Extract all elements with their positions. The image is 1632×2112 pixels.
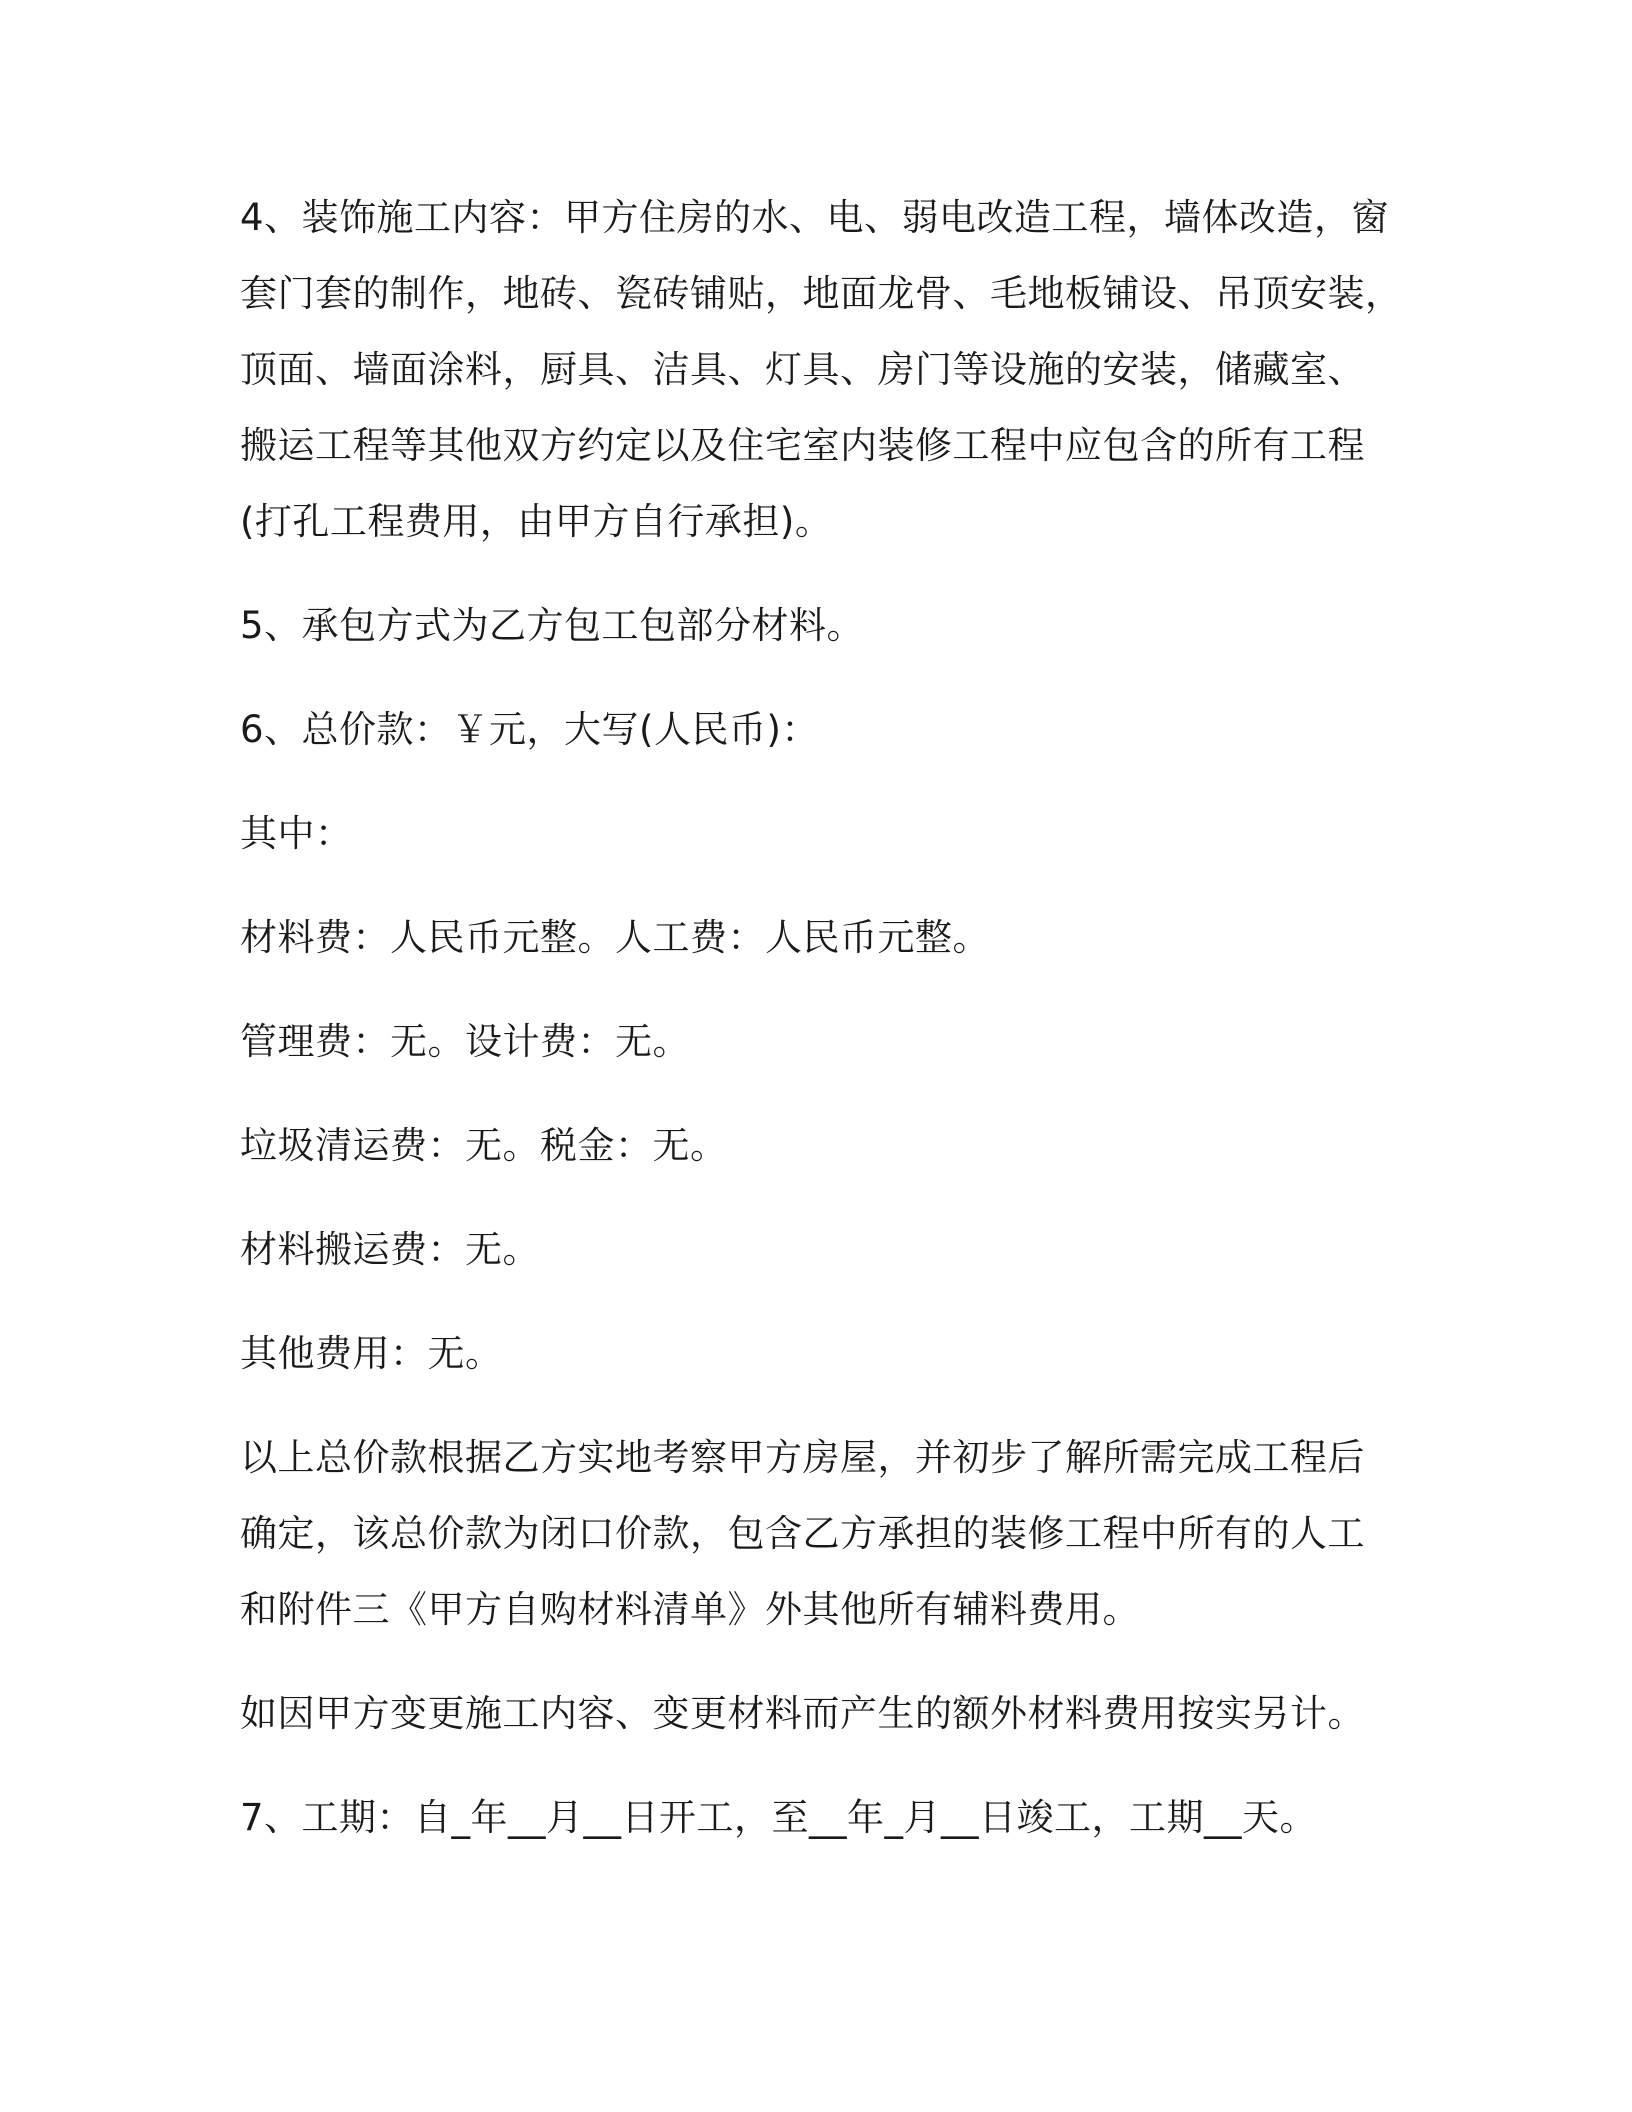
- clause-4-line-1: 4、装饰施工内容：甲方住房的水、电、弱电改造工程，墙体改造，窗: [240, 196, 1390, 239]
- fee-other: 其他费用：无。: [240, 1332, 503, 1375]
- price-basis-line-2: 确定，该总价款为闭口价款，包含乙方承担的装修工程中所有的人工: [240, 1512, 1365, 1555]
- price-basis-line-1: 以上总价款根据乙方实地考察甲方房屋，并初步了解所需完成工程后: [240, 1436, 1365, 1479]
- fee-material-transport: 材料搬运费：无。: [240, 1228, 540, 1271]
- clause-4-line-4: 搬运工程等其他双方约定以及住宅室内装修工程中应包含的所有工程: [240, 424, 1365, 467]
- clause-4-line-5: (打孔工程费用，由甲方自行承担)。: [240, 500, 833, 543]
- clause-4-construction-content: [240, 180, 1403, 560]
- price-breakdown-heading: 其中：: [240, 812, 353, 855]
- clause-4-line-3: 顶面、墙面涂料，厨具、洁具、灯具、房门等设施的安装，储藏室、: [240, 348, 1365, 391]
- price-basis-paragraph: [240, 1420, 1400, 1648]
- clause-7-schedule: 7、工期：自_年__月__日开工，至__年_月__日竣工，工期__天。: [240, 1796, 1318, 1839]
- fee-management-design: 管理费：无。设计费：无。: [240, 1020, 690, 1063]
- fee-material-labor: 材料费：人民币元整。人工费：人民币元整。: [240, 916, 990, 959]
- clause-4-line-2: 套门套的制作，地砖、瓷砖铺贴，地面龙骨、毛地板铺设、吊顶安装，: [240, 272, 1403, 315]
- document-page: [240, 180, 1403, 1856]
- price-basis-line-3: 和附件三《甲方自购材料清单》外其他所有辅料费用。: [240, 1588, 1140, 1631]
- clause-5-contract-method: 5、承包方式为乙方包工包部分材料。: [240, 604, 865, 647]
- fee-garbage-tax: 垃圾清运费：无。税金：无。: [240, 1124, 728, 1167]
- change-cost-note: 如因甲方变更施工内容、变更材料而产生的额外材料费用按实另计。: [240, 1692, 1365, 1735]
- clause-6-total-price: 6、总价款：￥元，大写(人民币)：: [240, 708, 819, 751]
